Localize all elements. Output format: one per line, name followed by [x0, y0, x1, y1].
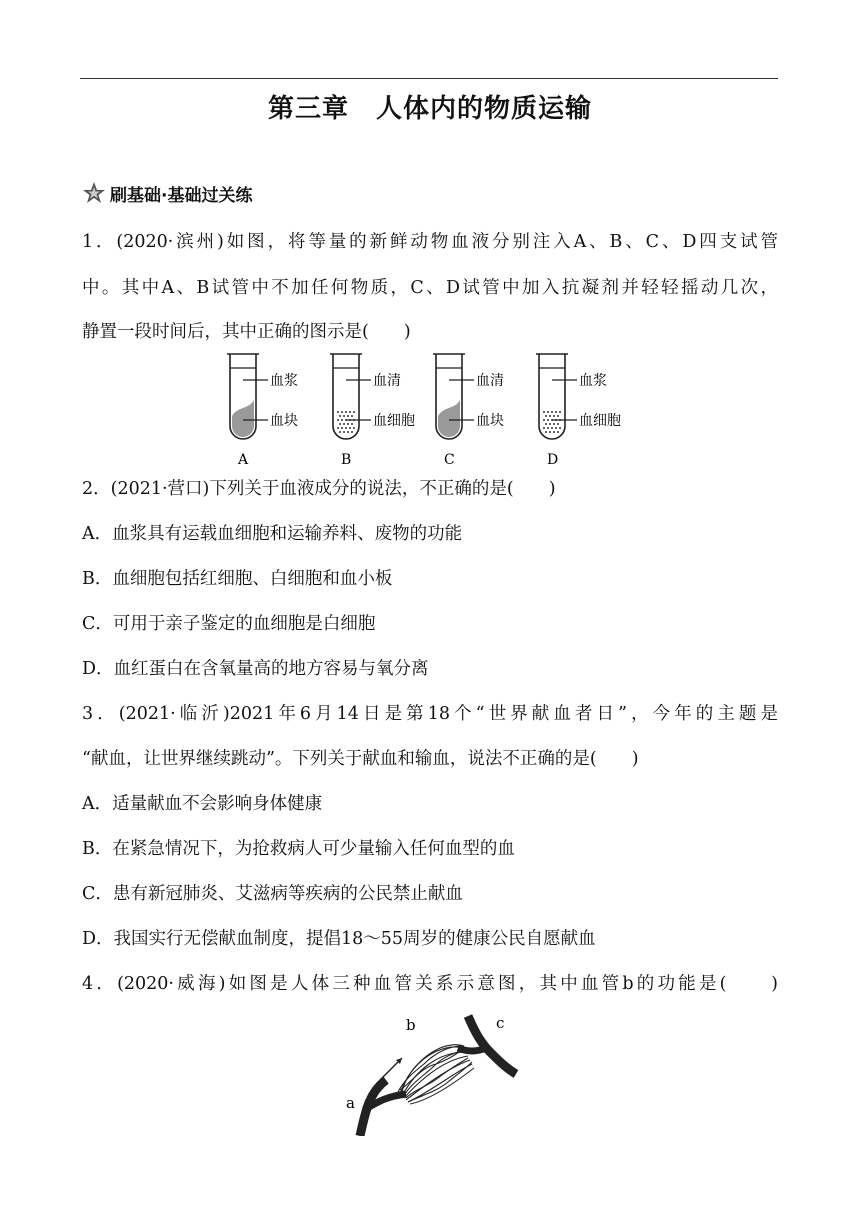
q4-stem: 4．(2020·威海)如图是人体三种血管关系示意图，其中血管b的功能是( ) [82, 974, 778, 994]
label-c: c [496, 1014, 505, 1032]
q3-line-1: 3．(2021·临沂)2021年6月14日是第18个“世界献血者日”，今年的主题是 [82, 704, 778, 724]
test-tubes-figure [220, 348, 640, 468]
section-label: 刷基础·基础过关练 [110, 185, 253, 206]
tube-outline [539, 354, 565, 439]
tube-bottom-label: 血块 [476, 413, 504, 429]
q2-option-c: C．可用于亲子鉴定的血细胞是白细胞 [82, 614, 376, 634]
q3-option-d: D．我国实行无偿献血制度，提倡18～55周岁的健康公民自愿献血 [82, 929, 596, 949]
tube-top-label: 血浆 [579, 373, 607, 389]
tube-top-label: 血清 [373, 373, 401, 389]
test-tube-d [536, 354, 621, 468]
tube-top-label: 血浆 [270, 373, 298, 389]
blood-clot [232, 400, 254, 437]
q2-option-b: B．血细胞包括红细胞、白细胞和血小板 [82, 569, 393, 589]
capillary-network-b [398, 1045, 474, 1104]
test-tube-b [330, 354, 415, 468]
tube-letter: B [341, 452, 352, 468]
tube-letter: A [238, 452, 249, 468]
tube-top-label: 血清 [476, 373, 504, 389]
blood-cells [337, 411, 355, 433]
q2-option-d: D．血红蛋白在含氧量高的地方容易与氧分离 [82, 659, 429, 679]
q2-option-a: A．血浆具有运载血细胞和运输养料、废物的功能 [82, 524, 463, 544]
q1-line-2: 中。其中A、B试管中不加任何物质，C、D试管中加入抗凝剂并轻轻摇动几次， [82, 278, 778, 298]
vessel-c [468, 1016, 516, 1074]
q2-stem: 2．(2021·营口)下列关于血液成分的说法，不正确的是( ) [82, 479, 556, 499]
test-tube-c [433, 354, 504, 468]
q3-option-b: B．在紧急情况下，为抢救病人可少量输入任何血型的血 [82, 839, 515, 859]
q3-option-a: A．适量献血不会影响身体健康 [82, 794, 323, 814]
q3-line-2: “献血，让世界继续跳动”。下列关于献血和输血，说法不正确的是( ) [82, 749, 639, 769]
star-icon [82, 181, 106, 205]
q1-line-3: 静置一段时间后，其中正确的图示是( ) [82, 322, 411, 342]
tube-outline [333, 354, 359, 439]
tube-letter: D [547, 452, 559, 468]
header-rule [80, 78, 778, 79]
blood-vessels-figure [340, 1012, 520, 1136]
tube-bottom-label: 血细胞 [579, 413, 621, 429]
tube-letter: C [444, 452, 455, 468]
blood-clot [438, 400, 460, 437]
tube-bottom-label: 血细胞 [373, 413, 415, 429]
page-title: 第三章 人体内的物质运输 [267, 94, 592, 124]
label-a: a [346, 1094, 355, 1112]
q1-line-1: 1．(2020·滨州)如图，将等量的新鲜动物血液分别注入A、B、C、D四支试管 [82, 232, 778, 252]
tube-bottom-label: 血块 [270, 413, 298, 429]
test-tube-a [227, 354, 298, 468]
section-heading [82, 180, 252, 206]
blood-cells [543, 411, 561, 433]
q3-option-c: C．患有新冠肺炎、艾滋病等疾病的公民禁止献血 [82, 884, 463, 904]
label-b: b [406, 1016, 416, 1034]
